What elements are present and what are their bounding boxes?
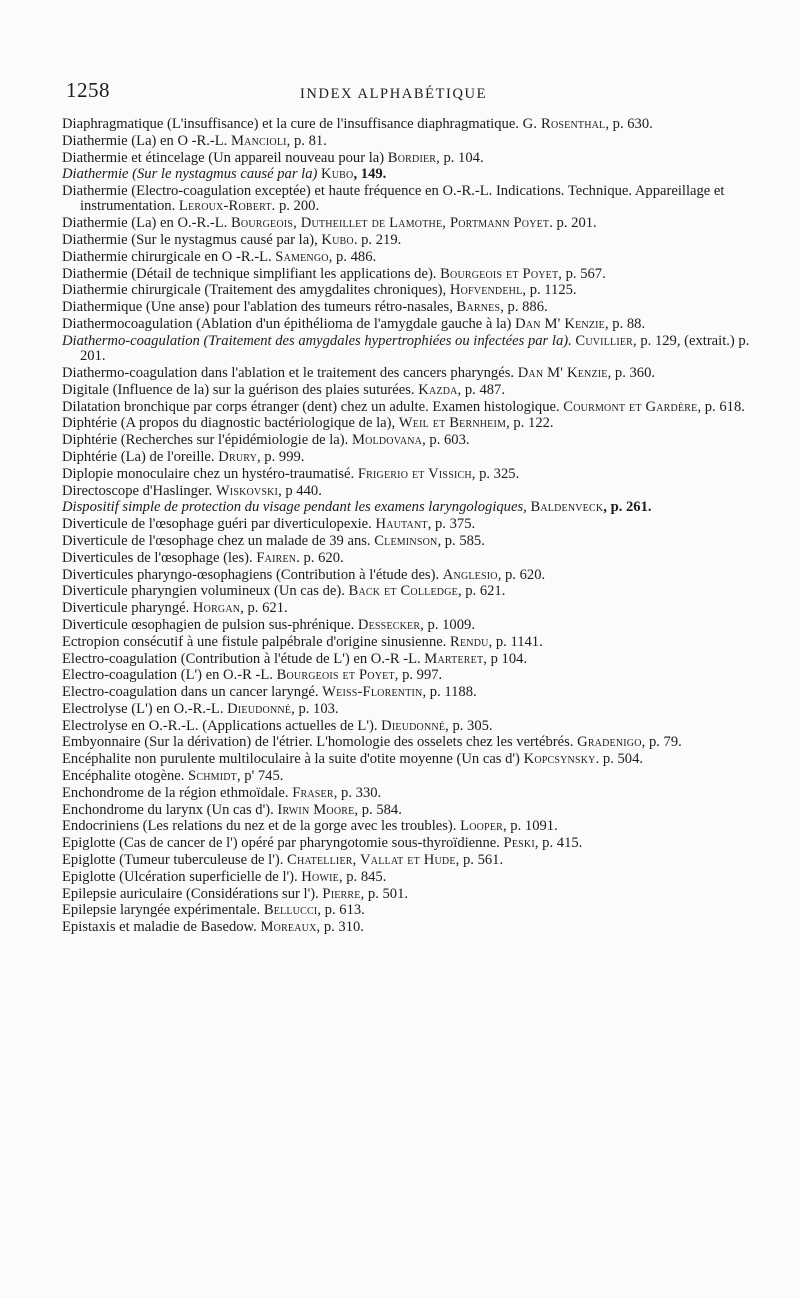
entry-page-ref: , p. 997.	[394, 667, 443, 684]
entry-author: Fraser	[292, 784, 334, 801]
entry-title: Diathermie (Détail de technique simplifiant les applications de).	[62, 265, 437, 282]
entry-title: Diverticule pharyngé.	[62, 600, 190, 617]
entry-page-ref: , p. 486.	[328, 248, 377, 265]
index-entry	[62, 450, 772, 465]
entry-author: Leroux-Robert	[178, 198, 272, 215]
entry-author: Hofvendehl	[449, 282, 523, 299]
entry-title: Epilepsie auriculaire (Considérations sur l').	[62, 885, 319, 902]
entry-page-ref: . p. 200.	[271, 198, 320, 215]
entry-page-ref: . p. 219.	[353, 232, 402, 249]
entry-page-ref: , p. 122.	[506, 415, 554, 432]
index-entry	[62, 618, 772, 633]
entry-title: Electrolyse en O.-R.-L. (Applications actuelles de L').	[62, 717, 378, 734]
entry-title: Diverticule de l'œsophage chez un malade de 39 ans.	[62, 532, 371, 549]
index-entry	[62, 383, 772, 398]
entry-author: Horgan	[192, 600, 241, 617]
entry-author: Kopcsynsky	[523, 751, 596, 768]
entry-author: Irwin Moore	[277, 801, 355, 818]
index-entry	[62, 769, 772, 784]
entry-title: Diathermie (Sur le nystagmus causé par la)	[62, 166, 318, 183]
entry-title: Electro-coagulation (L') en O.-R -L.	[62, 667, 273, 684]
entry-author: Schmidt	[188, 768, 237, 785]
entry-author: Baldenveck	[530, 499, 604, 516]
index-entry	[62, 551, 772, 566]
index-entry	[62, 652, 772, 667]
entry-author: Cuvillier	[575, 332, 634, 349]
index-entry	[62, 467, 772, 482]
entry-page-ref: , p. 415.	[534, 835, 583, 852]
entry-title: Diathermie (Sur le nystagmus causé par la),	[62, 232, 318, 249]
entry-page-ref: , p' 745.	[237, 768, 284, 785]
entry-page-ref: , p. 584.	[354, 801, 402, 818]
index-entry	[62, 433, 772, 448]
entry-page-ref: , p 440.	[278, 482, 322, 499]
index-entry	[62, 500, 772, 515]
entry-page-ref: , p. 487.	[457, 381, 505, 398]
index-entry	[62, 568, 772, 583]
entry-title: Epiglotte (Ulcération superficielle de l').	[62, 868, 298, 885]
entry-page-ref: , p. 375.	[427, 516, 476, 533]
entry-page-ref: , p. 618.	[697, 398, 745, 415]
entry-page-ref: , p. 561.	[455, 852, 504, 869]
entry-page-ref: , p. 104.	[436, 149, 484, 166]
entry-author: Dan M' Kenzie	[515, 316, 605, 333]
entry-author: Pierre	[322, 885, 361, 902]
index-entry	[62, 920, 772, 935]
entry-page-ref: , p. 620.	[497, 566, 546, 583]
entry-title: Diplopie monoculaire chez un hystéro-traumatisé.	[62, 465, 355, 482]
entry-title: Diathermie chirurgicale (Traitement des amygdalites chroniques),	[62, 282, 447, 299]
entry-title: Directoscope d'Haslinger.	[62, 482, 213, 499]
index-entry	[62, 836, 772, 851]
entry-page-ref: , p. 1091.	[503, 818, 558, 835]
entry-page-ref: , p. 613.	[317, 902, 365, 919]
entry-author: Gradenigo	[577, 734, 642, 751]
index-entry	[62, 819, 772, 834]
entry-title: Electrolyse (L') en O.-R.-L.	[62, 700, 224, 717]
entry-page-ref: , p. 886.	[500, 299, 548, 316]
entry-author: Drury	[218, 448, 257, 465]
entry-page-ref: , p. 325.	[471, 465, 520, 482]
index-entry	[62, 870, 772, 885]
entry-page-ref: , p. 129, (extrait.) p. 201.	[80, 332, 750, 365]
entry-title: Epiglotte (Cas de cancer de l') opéré par pharyngotomie sous-thyroïdienne.	[62, 835, 500, 852]
entry-author: Howie	[301, 868, 339, 885]
index-entry	[62, 134, 772, 149]
index-entry	[62, 803, 772, 818]
entry-title: Diathermie (La) en O -R.-L.	[62, 132, 228, 149]
entry-title: Endocriniens (Les relations du nez et de la gorge avec les troubles).	[62, 818, 457, 835]
index-entry	[62, 584, 772, 599]
entry-title: Enchondrome du larynx (Un cas d').	[62, 801, 274, 818]
entry-author: Moreaux	[260, 919, 317, 936]
entry-title: Diverticules de l'œsophage (les).	[62, 549, 253, 566]
entry-author: Back et Colledge	[348, 583, 458, 600]
entry-title: Dispositif simple de protection du visage pendant les examens laryngologiques,	[62, 499, 527, 516]
entry-page-ref: , p. 360.	[607, 364, 656, 381]
entry-page-ref: , p. 999.	[257, 448, 305, 465]
entry-author: Samengo	[275, 248, 329, 265]
entry-author: Anglesio	[442, 566, 498, 583]
index-entry	[62, 250, 772, 265]
entry-title: Encéphalite non purulente multiloculaire à la suite d'otite moyenne (Un cas d')	[62, 751, 520, 768]
entry-page-ref: , p. 621.	[240, 600, 288, 617]
entry-title: Diathermique (Une anse) pour l'ablation des tumeurs rétro-nasales,	[62, 299, 453, 316]
index-entry	[62, 601, 772, 616]
entry-author: Marteret	[424, 650, 484, 667]
index-entry	[62, 151, 772, 166]
index-entry	[62, 233, 772, 248]
entry-page-ref: , p. 845.	[338, 868, 387, 885]
entry-page-ref: , p. 501.	[360, 885, 409, 902]
entry-author: Hautant	[375, 516, 428, 533]
index-entries	[62, 117, 772, 937]
entry-page-ref: , p. 585.	[437, 532, 485, 549]
entry-author: Courmont et Gardère	[563, 398, 698, 415]
entry-title: Diathermie (La) en O.-R.-L.	[62, 215, 228, 232]
entry-author: Frigerio et Vissich	[357, 465, 472, 482]
entry-author: Bourgeois et Poyet	[276, 667, 395, 684]
index-entry	[62, 184, 772, 215]
entry-author: Cleminson	[374, 532, 438, 549]
entry-author: Dieudonné	[227, 700, 292, 717]
index-entry	[62, 400, 772, 415]
entry-page-ref: , p. 603.	[422, 432, 470, 449]
entry-page-ref: , p. 79.	[641, 734, 682, 751]
index-entry	[62, 216, 772, 231]
entry-title: Diathermo-coagulation (Traitement des amygdales hypertrophiées ou infectées par la).	[62, 332, 572, 349]
entry-author: Fairen	[256, 549, 297, 566]
entry-title: Electro-coagulation (Contribution à l'étude de L') en O.-R -L.	[62, 650, 421, 667]
entry-author: Dan M' Kenzie	[517, 364, 608, 381]
entry-title: Dilatation bronchique par corps étranger (dent) chez un adulte. Examen histologique.	[62, 398, 560, 415]
entry-title: Epiglotte (Tumeur tuberculeuse de l').	[62, 852, 284, 869]
page-number: 1258	[66, 78, 110, 102]
entry-title: Diathermie et étincelage (Un appareil nouveau pour la)	[62, 149, 385, 166]
entry-page-ref: . p. 504.	[595, 751, 644, 768]
entry-title: Diphtérie (A propos du diagnostic bactériologique de la),	[62, 415, 396, 432]
entry-title: Diathermo-coagulation dans l'ablation et le traitement des cancers pharyngés.	[62, 364, 515, 381]
entry-title: Diverticule pharyngien volumineux (Un cas de).	[62, 583, 345, 600]
entry-author: Barnes	[456, 299, 501, 316]
entry-page-ref: . p. 620.	[296, 549, 344, 566]
entry-page-ref: , p. 1141.	[488, 633, 543, 650]
entry-page-ref: , p. 1188.	[422, 684, 477, 701]
index-entry	[62, 283, 772, 298]
entry-page-ref: , p. 567.	[558, 265, 606, 282]
entry-author: Weiss-Florentin	[322, 684, 423, 701]
index-entry	[62, 317, 772, 332]
index-entry	[62, 484, 772, 499]
index-entry	[62, 267, 772, 282]
entry-title: Epilepsie laryngée expérimentale.	[62, 902, 261, 919]
entry-author: G. Rosenthal	[522, 116, 606, 132]
index-entry	[62, 702, 772, 717]
index-entry	[62, 517, 772, 532]
entry-page-ref: , p. 103.	[291, 700, 339, 717]
entry-title: Ectropion consécutif à une fistule palpébrale d'origine sinusienne.	[62, 633, 447, 650]
index-entry	[62, 117, 772, 132]
entry-author: Chatellier, Vallat et Hude	[287, 852, 456, 869]
entry-author: Rendu	[450, 633, 489, 650]
entry-title: Electro-coagulation dans un cancer laryngé.	[62, 684, 319, 701]
entry-author: Bordier	[387, 149, 437, 166]
entry-page-ref: , p. 330.	[333, 784, 382, 801]
entry-title: Epistaxis et maladie de Basedow.	[62, 919, 257, 936]
entry-author: Bourgeois, Dutheillet de Lamothe, Portmann Poyet	[230, 215, 550, 232]
index-entry	[62, 786, 772, 801]
entry-title: Digitale (Influence de la) sur la guérison des plaies suturées.	[62, 381, 415, 398]
entry-author: Mancioli	[230, 132, 287, 149]
entry-author: Peski	[503, 835, 535, 852]
entry-author: Wiskovski	[215, 482, 279, 499]
index-entry	[62, 719, 772, 734]
entry-author: Dieudonné	[381, 717, 446, 734]
entry-page-ref: , p. 630.	[605, 116, 653, 132]
index-entry	[62, 300, 772, 315]
index-entry	[62, 752, 772, 767]
entry-author: Kazda	[418, 381, 458, 398]
entry-author: Looper	[460, 818, 503, 835]
index-entry	[62, 416, 772, 431]
entry-title: Diphtérie (La) de l'oreille.	[62, 448, 215, 465]
entry-page-ref: , p. 310.	[316, 919, 364, 936]
entry-page-ref: , p. 621.	[457, 583, 506, 600]
entry-title: Diathermie (Electro-coagulation exceptée) et haute fréquence en O.-R.-L. Indications. Technique. Appareillage et instrumentation.	[62, 183, 725, 215]
index-entry	[62, 887, 772, 902]
entry-author: Dessecker	[357, 616, 421, 633]
index-entry	[62, 167, 772, 182]
entry-title: Diphtérie (Recherches sur l'épidémiologie de la).	[62, 432, 349, 449]
index-entry	[62, 735, 772, 750]
index-entry	[62, 366, 772, 381]
index-entry	[62, 668, 772, 683]
index-entry	[62, 903, 772, 918]
entry-title: Embyonnaire (Sur la dérivation) de l'étrier. L'homologie des osselets chez les vertébrés.	[62, 734, 574, 751]
entry-author: Bourgeois et Poyet	[440, 265, 559, 282]
entry-title: Diverticule de l'œsophage guéri par diverticulopexie.	[62, 516, 372, 533]
entry-page-ref: , 149.	[353, 166, 387, 183]
entry-author: Kubo	[321, 232, 354, 249]
entry-page-ref: , p. 261.	[603, 499, 652, 516]
entry-title: Diverticule œsophagien de pulsion sus-phrénique.	[62, 616, 355, 633]
index-entry	[62, 635, 772, 650]
running-head: INDEX ALPHABÉTIQUE	[300, 86, 488, 102]
entry-page-ref: , p. 1125.	[522, 282, 577, 299]
entry-page-ref: . p. 201.	[549, 215, 597, 232]
entry-title: Diathermocoagulation (Ablation d'un épithélioma de l'amygdale gauche à la)	[62, 316, 512, 333]
index-entry	[62, 853, 772, 868]
entry-title: Diathermie chirurgicale en O -R.-L.	[62, 248, 272, 265]
entry-author: Bellucci	[263, 902, 318, 919]
entry-title: Encéphalite otogène.	[62, 768, 185, 785]
index-entry	[62, 334, 772, 365]
index-entry	[62, 685, 772, 700]
entry-page-ref: , p. 305.	[445, 717, 493, 734]
entry-page-ref: , p 104.	[483, 650, 528, 667]
entry-page-ref: , p. 88.	[604, 316, 646, 333]
entry-title: Diverticules pharyngo-œsophagiens (Contribution à l'étude des).	[62, 566, 440, 583]
entry-author: Moldovana	[351, 432, 423, 449]
entry-author: Weil et Bernheim	[398, 415, 507, 432]
page-header	[66, 78, 766, 106]
entry-page-ref: , p. 81.	[286, 132, 327, 149]
entry-title: Diaphragmatique (L'insuffisance) et la cure de l'insuffisance diaphragmatique.	[62, 116, 519, 132]
entry-author: Kubo	[321, 166, 354, 183]
entry-title: Enchondrome de la région ethmoïdale.	[62, 784, 289, 801]
entry-page-ref: , p. 1009.	[420, 616, 475, 633]
index-entry	[62, 534, 772, 549]
